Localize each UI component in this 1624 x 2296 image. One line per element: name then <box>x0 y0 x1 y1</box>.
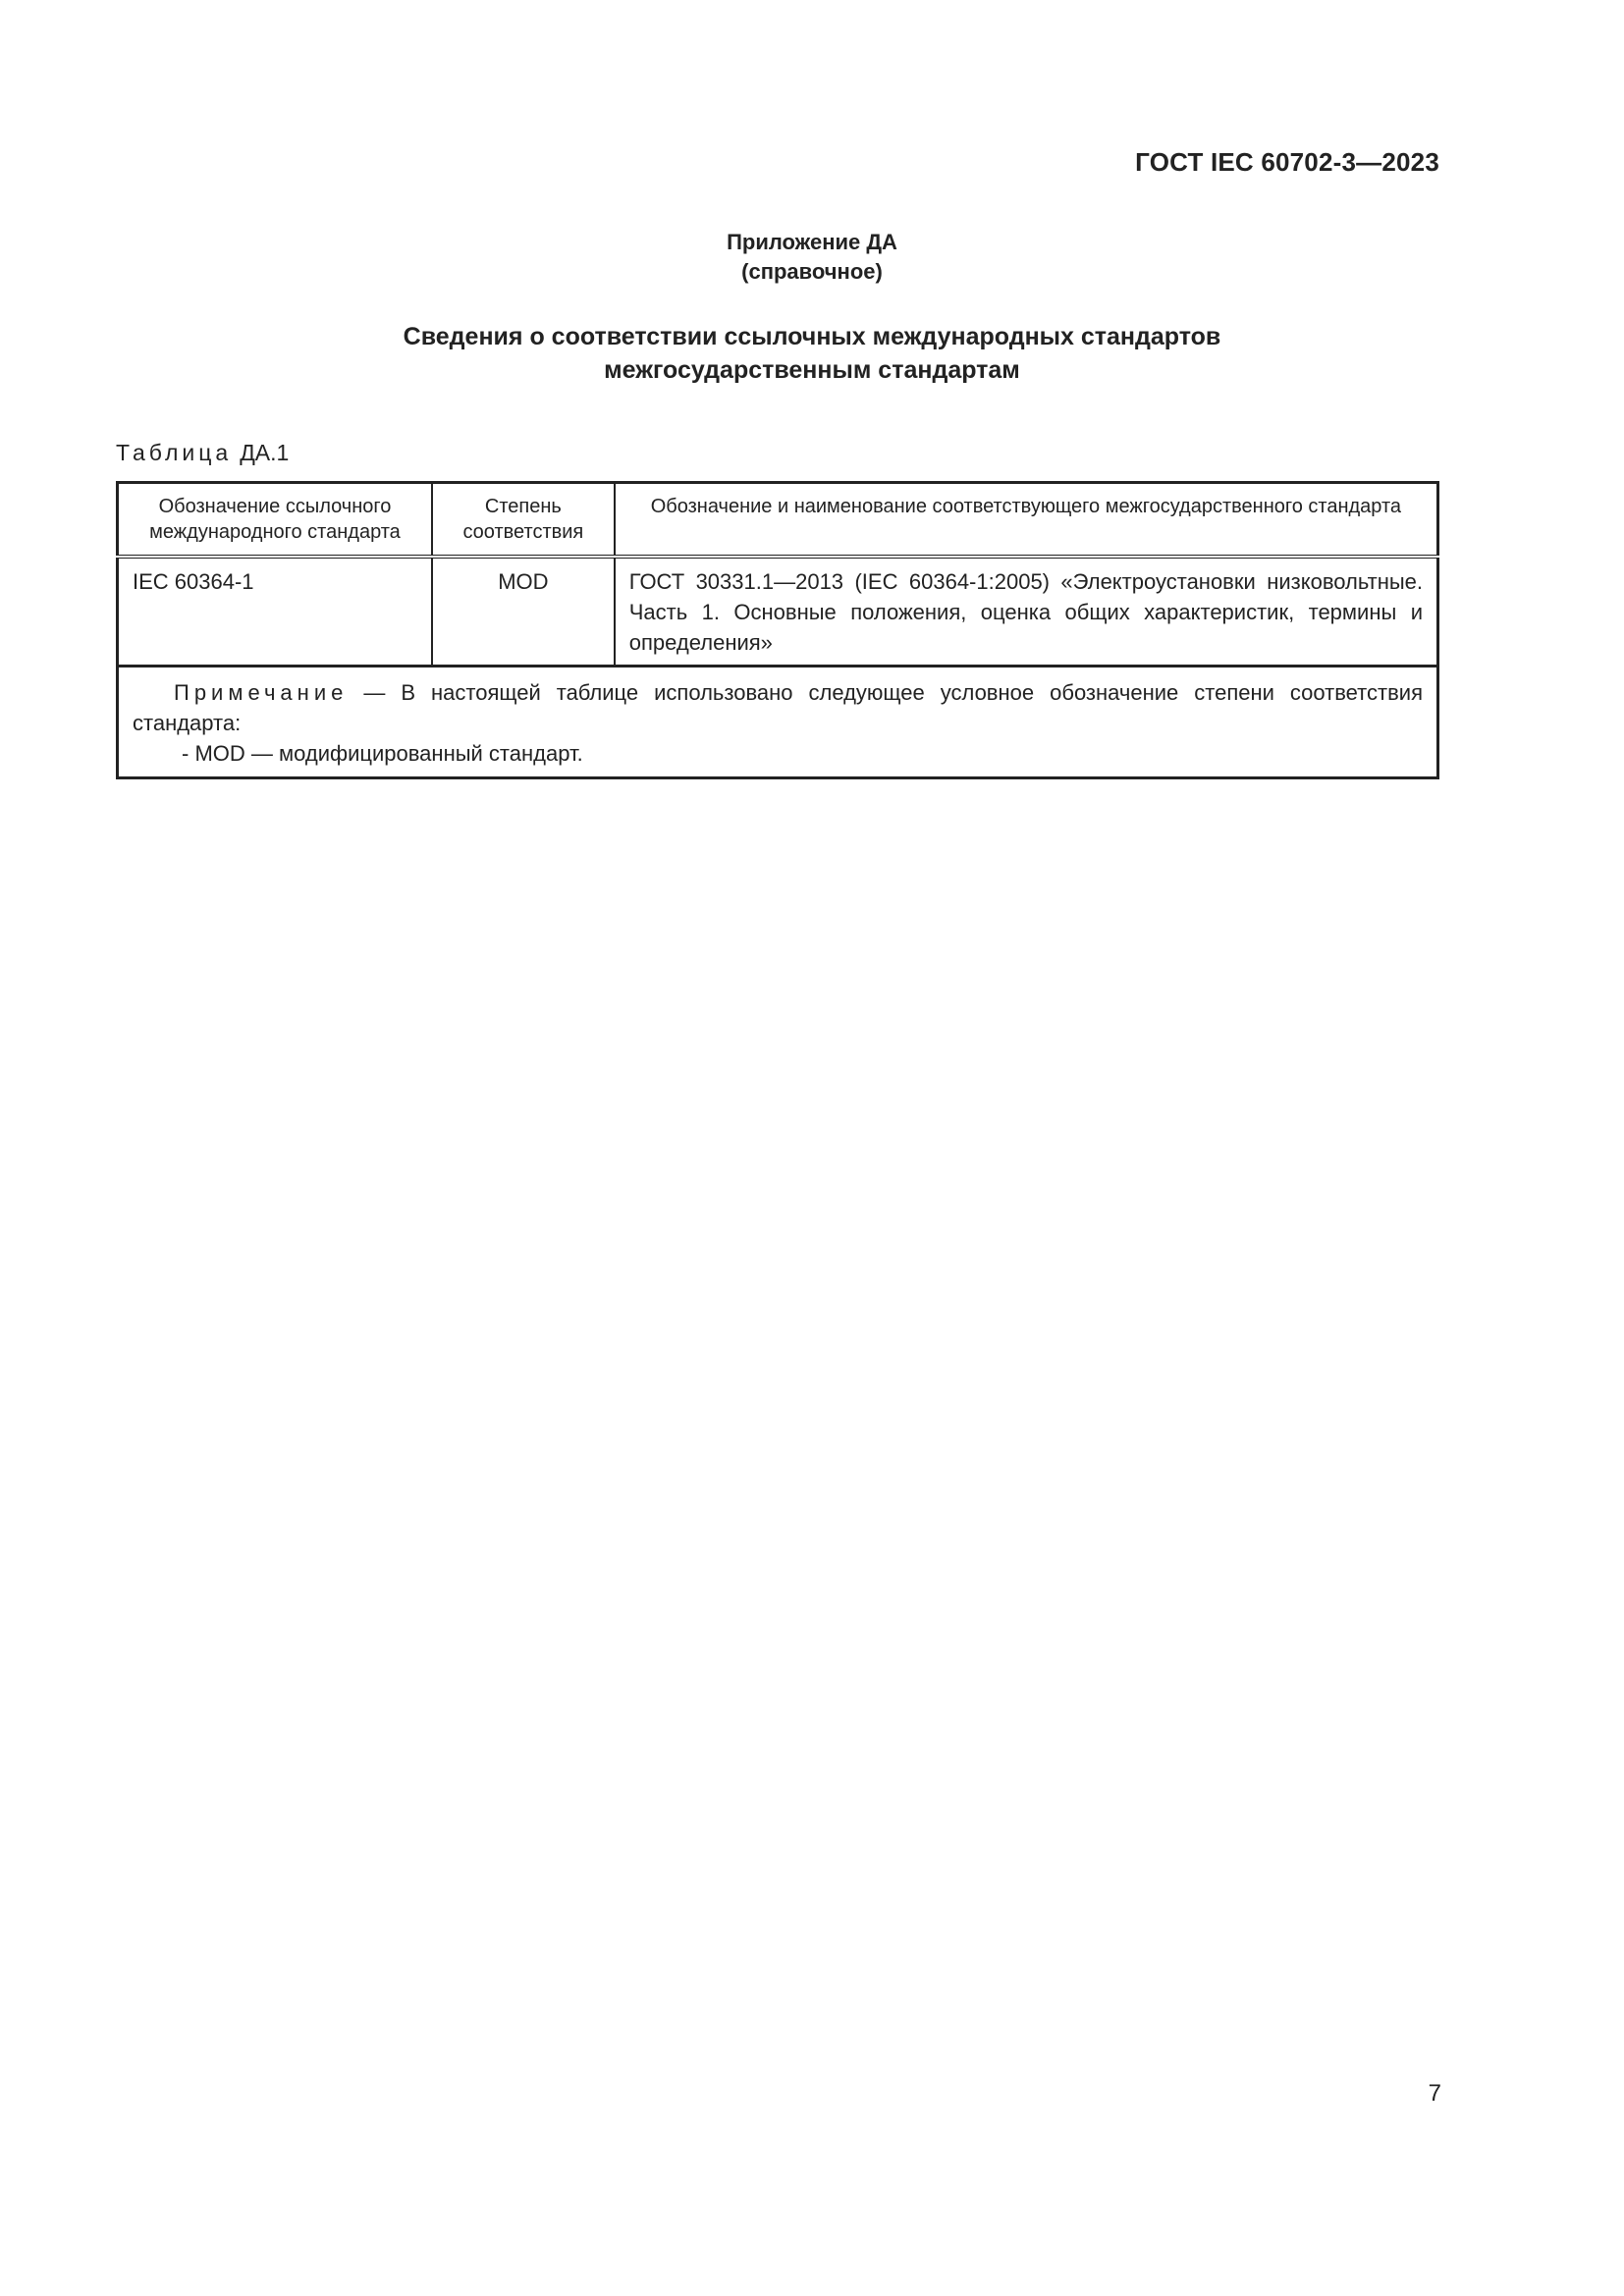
table-row <box>118 557 1438 667</box>
section-title-line-1: Сведения о соответствии ссылочных международных стандартов <box>403 323 1221 350</box>
section-title-line-2: межгосударственным стандартам <box>604 356 1020 384</box>
appendix-subtitle: (справочное) <box>741 259 883 284</box>
page-number: 7 <box>1428 2080 1441 2107</box>
cell-interstate: ГОСТ 30331.1—2013 (IEC 60364-1:2005) «Электроустановки низковольтные. Часть 1. Основные положения, оценка общих характеристик, термины и определения» <box>615 557 1438 667</box>
table-caption-number: ДА.1 <box>240 440 290 465</box>
correspondence-table <box>116 481 1439 779</box>
appendix-title: Приложение ДА <box>727 230 897 254</box>
column-header-reference: Обозначение ссылочного международного стандарта <box>118 483 432 558</box>
note-label: Примечание <box>174 680 349 705</box>
table-note <box>118 667 1438 778</box>
appendix-heading <box>0 228 1624 287</box>
note-item: - MOD — модифицированный стандарт. <box>182 741 583 766</box>
cell-degree: MOD <box>432 557 615 667</box>
cell-reference: IEC 60364-1 <box>118 557 432 667</box>
section-title <box>0 320 1624 387</box>
table-header-row <box>118 483 1438 558</box>
column-header-degree: Степень соответствия <box>432 483 615 558</box>
table-caption-word: Таблица <box>116 440 233 465</box>
table-note-row <box>118 667 1438 778</box>
table-caption <box>116 440 289 466</box>
document-code: ГОСТ IEC 60702-3—2023 <box>1135 147 1439 177</box>
note-text: — В настоящей таблице использовано следующее условное обозначение степени соответствия стандарта: <box>133 680 1423 735</box>
column-header-interstate: Обозначение и наименование соответствующего межгосударственного стандарта <box>615 483 1438 558</box>
